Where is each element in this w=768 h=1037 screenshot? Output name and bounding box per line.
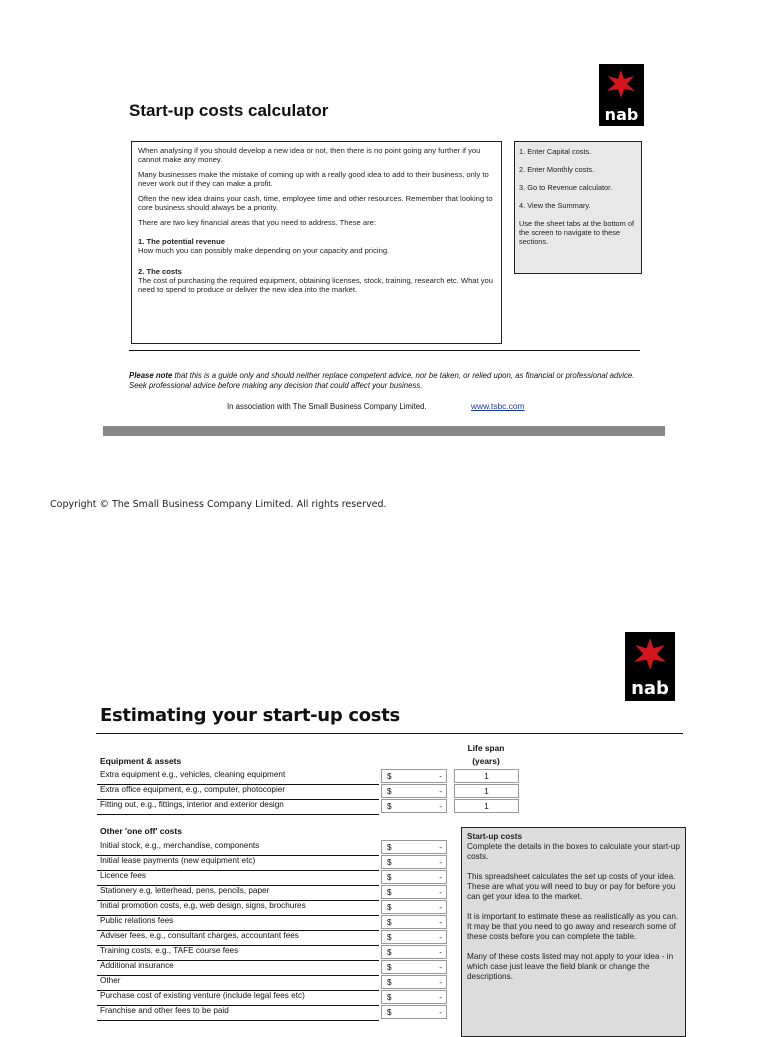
other-row-label: Training costs, e.g., TAFE course fees [100, 946, 239, 955]
help-paragraph: Many of these costs listed may not apply to your idea - in which case just leave the field blank or change the descriptions. [467, 952, 674, 981]
life-span-unit: (years) [472, 756, 500, 766]
other-row-label: Initial stock, e.g., merchandise, components [100, 841, 260, 850]
help-paragraph: It is important to estimate these as realistically as you can. It may be that you need to go away and research some of these costs before you can complete the table. [467, 912, 679, 941]
divider [129, 350, 640, 351]
other-row-label: Adviser fees, e.g., consultant charges, accountant fees [100, 931, 299, 940]
nab-logo [625, 632, 675, 701]
currency-symbol: $ [387, 888, 392, 897]
point2-heading: 2. The costs [138, 267, 182, 276]
intro-paragraph: There are two key financial areas that you need to address. These are: [138, 218, 376, 227]
other-row-label: Franchise and other fees to be paid [100, 1006, 229, 1015]
other-costs-header: Other 'one off' costs [100, 826, 182, 836]
currency-symbol: $ [387, 1008, 392, 1017]
footer-bar [103, 426, 665, 436]
cost-input[interactable] [381, 840, 447, 854]
other-row-label: Initial lease payments (new equipment etc) [100, 856, 256, 865]
nab-logo [599, 64, 644, 126]
nab-logo-text: nab [631, 678, 669, 699]
cost-value: - [439, 903, 442, 912]
cost-value: - [439, 772, 442, 781]
equipment-row-label: Extra equipment e.g., vehicles, cleaning equipment [100, 770, 286, 779]
intro-paragraph: Often the new idea drains your cash, time, employee time and other resources. Remember that looking to core business should always be a priority. [138, 194, 493, 212]
life-span-input[interactable]: 1 [454, 784, 519, 798]
currency-symbol: $ [387, 873, 392, 882]
cost-input[interactable] [381, 930, 447, 944]
nab-star-icon [633, 637, 667, 671]
currency-symbol: $ [387, 918, 392, 927]
currency-symbol: $ [387, 963, 392, 972]
other-row-label: Other [100, 976, 121, 985]
cost-input[interactable] [381, 945, 447, 959]
life-span-label: Life span [467, 743, 505, 753]
note-label: Please note [129, 371, 173, 380]
cost-value: - [439, 948, 442, 957]
currency-symbol: $ [387, 802, 392, 811]
currency-symbol: $ [387, 948, 392, 957]
intro-paragraph: When analysing if you should develop a new idea or not, then there is no point going any further if you cannot make any money. [138, 146, 481, 164]
equipment-row-label: Fitting out, e.g., fittings, interior and exterior design [100, 800, 284, 809]
association-text: In association with The Small Business Company Limited. [227, 402, 427, 411]
step-item: 2. Enter Monthly costs. [519, 165, 595, 174]
cost-value: - [439, 918, 442, 927]
cost-input[interactable] [381, 870, 447, 884]
disclaimer-note [129, 371, 649, 391]
help-box [461, 827, 686, 1037]
row-divider [97, 814, 379, 815]
cost-value: - [439, 993, 442, 1002]
help-paragraph: This spreadsheet calculates the set up costs of your idea. These are what you will need to buy or pay for before you can get your idea to the market. [467, 872, 676, 901]
cost-input[interactable] [381, 769, 447, 783]
life-span-input[interactable]: 1 [454, 799, 519, 813]
help-title: Start-up costs [467, 832, 523, 841]
other-row-label: Initial promotion costs, e.g, web design, signs, brochures [100, 901, 306, 910]
section-title: Estimating your start-up costs [100, 705, 400, 726]
cost-value: - [439, 802, 442, 811]
divider [96, 733, 683, 734]
point1-heading: 1. The potential revenue [138, 237, 225, 246]
cost-value: - [439, 873, 442, 882]
point1-text: How much you can possibly make depending on your capacity and pricing. [138, 246, 390, 255]
intro-paragraph: Many businesses make the mistake of coming up with a really good idea to add to their business, only to never work out if they can make a profit. [138, 170, 489, 188]
nab-logo-text: nab [604, 105, 639, 124]
cost-value: - [439, 963, 442, 972]
cost-input[interactable] [381, 855, 447, 869]
currency-symbol: $ [387, 772, 392, 781]
cost-input[interactable] [381, 915, 447, 929]
other-row-label: Public relations fees [100, 916, 174, 925]
cost-value: - [439, 978, 442, 987]
other-row-label: Licence fees [100, 871, 146, 880]
intro-box [131, 141, 502, 344]
equipment-header: Equipment & assets [100, 756, 182, 766]
cost-input[interactable] [381, 975, 447, 989]
life-span-input[interactable]: 1 [454, 769, 519, 783]
row-divider [97, 1020, 379, 1021]
cost-value: - [439, 787, 442, 796]
step-item: Use the sheet tabs at the bottom of the screen to navigate to these sections. [519, 219, 635, 246]
page-title: Start-up costs calculator [129, 101, 329, 120]
equipment-row-label: Extra office equipment, e.g., computer, photocopier [100, 785, 286, 794]
other-row-label: Purchase cost of existing venture (include legal fees etc) [100, 991, 305, 1000]
currency-symbol: $ [387, 993, 392, 1002]
other-row-label: Additional insurance [100, 961, 174, 970]
currency-symbol: $ [387, 858, 392, 867]
step-item: 1. Enter Capital costs. [519, 147, 592, 156]
steps-box [514, 141, 642, 274]
currency-symbol: $ [387, 903, 392, 912]
other-row-label: Stationery e.g, letterhead, pens, pencils, paper [100, 886, 270, 895]
cost-value: - [439, 933, 442, 942]
currency-symbol: $ [387, 787, 392, 796]
cost-value: - [439, 858, 442, 867]
cost-value: - [439, 843, 442, 852]
cost-input[interactable] [381, 885, 447, 899]
currency-symbol: $ [387, 933, 392, 942]
copyright-text: Copyright © The Small Business Company Limited. All rights reserved. [50, 499, 387, 510]
website-link[interactable]: www.tsbc.com [471, 401, 525, 411]
point2-text: The cost of purchasing the required equipment, obtaining licenses, stock, training, research etc. What you need to spend to produce or deliver the new idea into the market. [138, 276, 493, 294]
help-paragraph: Complete the details in the boxes to calculate your start-up costs. [467, 842, 680, 861]
currency-symbol: $ [387, 843, 392, 852]
nab-star-icon [606, 69, 636, 99]
currency-symbol: $ [387, 978, 392, 987]
cost-input[interactable] [381, 900, 447, 914]
cost-input[interactable] [381, 960, 447, 974]
step-item: 4. View the Summary. [519, 201, 591, 210]
cost-input[interactable] [381, 784, 447, 798]
cost-input[interactable] [381, 990, 447, 1004]
cost-input[interactable] [381, 1005, 447, 1019]
note-text: that this is a guide only and should neither replace competent advice, nor be taken, or relied upon, as financial or professional advice. Seek professional advice before making any decision that could affect your business. [129, 371, 635, 390]
life-span-header [452, 742, 520, 768]
cost-input[interactable] [381, 799, 447, 813]
cost-value: - [439, 1008, 442, 1017]
step-item: 3. Go to Revenue calculator. [519, 183, 613, 192]
cost-value: - [439, 888, 442, 897]
